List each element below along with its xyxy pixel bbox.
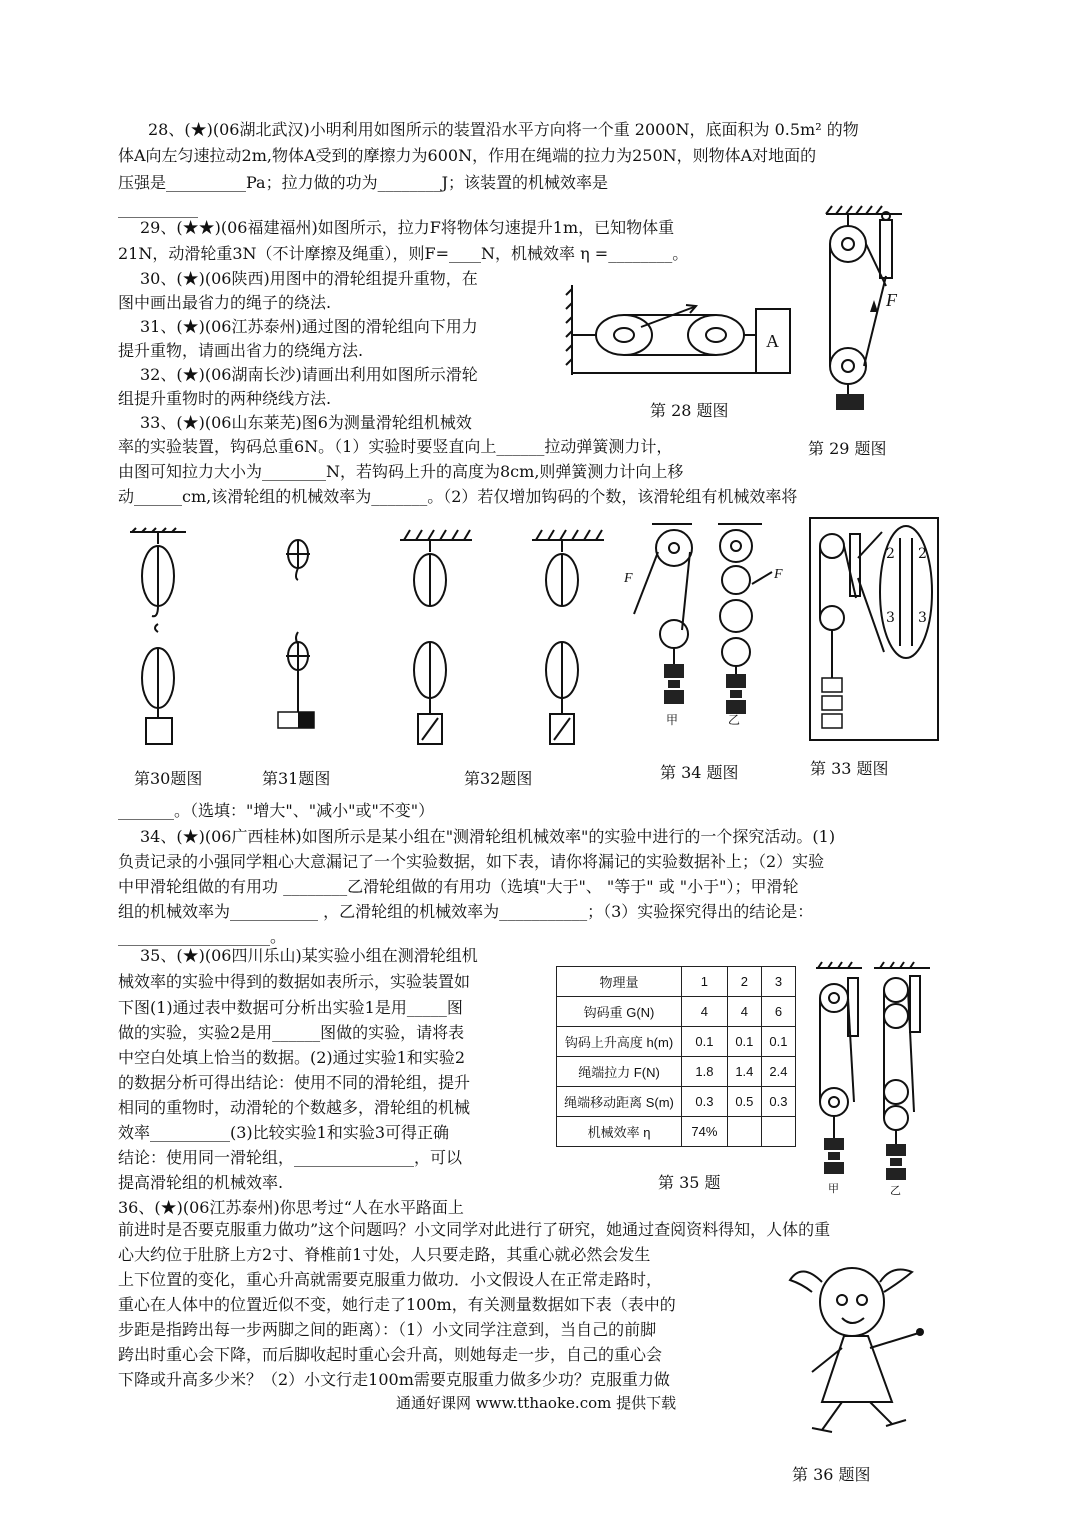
- girl-illustration: [782, 1252, 942, 1442]
- caption-fig29: 第 29 题图: [808, 439, 887, 458]
- q35-line7: 相同的重物时，动滑轮的个数越多，滑轮组的机械: [118, 1098, 471, 1117]
- q33-line4: 动______cm,该滑轮组的机械效率为_______。（2）若仅增加钩码的个数，该滑轮组有机械效率将: [118, 487, 798, 506]
- q36-line7: 跨出时重心会下降，而后脚收起时重心会升高，则她每走一步，自己的重心会: [118, 1345, 663, 1364]
- q35-line8: 效率__________(3)比较实验1和实验3可得正确: [118, 1123, 450, 1142]
- table-cell: 绳端移动距离 S(m): [557, 1087, 682, 1117]
- table-cell: 1.4: [727, 1057, 761, 1087]
- caption-fig30: 第30题图: [134, 769, 203, 788]
- q35-line5: 中空白处填上恰当的数据。(2)通过实验1和实验2: [118, 1048, 466, 1067]
- table-cell: 绳端拉力 F(N): [557, 1057, 682, 1087]
- q28-line4: __________: [118, 199, 198, 218]
- q33-line2: 率的实验装置，钩码总重6N。（1）实验时要竖直向上______拉动弹簧测力计，: [118, 437, 673, 456]
- table-cell: 1.8: [682, 1057, 728, 1087]
- table-cell: 钩码重 G(N): [557, 997, 682, 1027]
- table-cell: 0.3: [761, 1087, 795, 1117]
- q33-line5: _______。（选填："增大"、"减小"或"不变"）: [118, 801, 435, 820]
- label-3-left: 3: [886, 610, 895, 626]
- table-row: [557, 1087, 796, 1117]
- label-yi-34: 乙: [728, 713, 741, 727]
- caption-fig35: 第 35 题: [658, 1173, 721, 1192]
- q35-line9: 结论：使用同一滑轮组，_______________，可以: [118, 1148, 463, 1167]
- caption-fig34: 第 34 题图: [660, 763, 739, 782]
- q36-line5: 重心在人体中的位置近似不变，她行走了100m，有关测量数据如下表（表中的: [118, 1295, 676, 1314]
- fig35-diagram: [814, 962, 944, 1197]
- fig32a-diagram: [396, 528, 476, 748]
- label-3-right: 3: [918, 610, 927, 626]
- table-cell: 机械效率 η: [557, 1117, 682, 1147]
- q28-line1: 28、(★)(06湖北武汉)小明利用如图所示的装置沿水平方向将一个重 2000N，底面积为 0.5m² 的物: [148, 120, 859, 139]
- table-cell: [727, 1117, 761, 1147]
- table-cell: 0.5: [727, 1087, 761, 1117]
- q35-line3: 下图(1)通过表中数据可分析出实验1是用_____图: [118, 998, 463, 1017]
- q30-line1: 30、(★)(06陕西)用图中的滑轮组提升重物，在: [140, 269, 478, 288]
- q35-line2: 械效率的实验中得到的数据如表所示，实验装置如: [118, 972, 471, 991]
- q35-line4: 做的实验，实验2是用______图做的实验，请将表: [118, 1023, 465, 1042]
- q29-line1: 29、(★★)(06福建福州)如图所示，拉力F将物体匀速提升1m，已知物体重: [140, 218, 675, 237]
- table-cell: 3: [761, 967, 795, 997]
- q36-line1: 36、(★)(06江苏泰州)你思考过“人在水平路面上: [118, 1198, 464, 1217]
- fig33-diagram: [810, 518, 940, 743]
- q34-line3: 中甲滑轮组做的有用功 ________乙滑轮组做的有用功（选填"大于"、 "等于" 或 "小于"）；甲滑轮: [118, 877, 799, 896]
- table-row: [557, 1117, 796, 1147]
- fig32b-diagram: [528, 528, 608, 748]
- q35-line1: 35、(★)(06四川乐山)某实验小组在测滑轮组机: [140, 946, 478, 965]
- table-cell: 0.1: [761, 1027, 795, 1057]
- q36-line3: 心大约位于肚脐上方2寸、脊椎前1寸处，人只要走路，其重心就必然会发生: [118, 1245, 651, 1264]
- q32-line1: 32、(★)(06湖南长沙)请画出利用如图所示滑轮: [140, 365, 478, 384]
- fig29-diagram: [826, 206, 906, 411]
- q33-line3: 由图可知拉力大小为________N，若钩码上升的高度为8cm,则弹簧测力计向上移: [118, 462, 684, 481]
- table-cell: 0.3: [682, 1087, 728, 1117]
- caption-fig33: 第 33 题图: [810, 759, 889, 778]
- table-cell: 0.1: [727, 1027, 761, 1057]
- table-cell: 4: [682, 997, 728, 1027]
- table-cell: 0.1: [682, 1027, 728, 1057]
- q30-line2: 图中画出最省力的绳子的绕法.: [118, 293, 332, 312]
- q28-line2: 体A向左匀速拉动2m,物体A受到的摩擦力为600N，作用在绳端的拉力为250N，则物体A对地面的: [118, 146, 817, 165]
- label-a: A: [766, 331, 779, 351]
- table-row: [557, 1027, 796, 1057]
- q31-line1: 31、(★)(06江苏泰州)通过图的滑轮组向下用力: [140, 317, 478, 336]
- table-cell: 2.4: [761, 1057, 795, 1087]
- table-row: [557, 967, 796, 997]
- q35-line6: 的数据分析可得出结论：使用不同的滑轮组，提升: [118, 1073, 471, 1092]
- fig31-diagram: [268, 540, 328, 740]
- q34-line4: 组的机械效率为___________ ，乙滑轮组的机械效率为___________；（3）实验探究得出的结论是：: [118, 902, 814, 921]
- q36-line4: 上下位置的变化，重心升高就需要克服重力做功．小文假设人在正常走路时，: [118, 1270, 663, 1289]
- table-cell: 1: [682, 967, 728, 997]
- caption-fig31: 第31题图: [262, 769, 331, 788]
- table-cell: 物理量: [557, 967, 682, 997]
- table-cell: 4: [727, 997, 761, 1027]
- table-row: [557, 1057, 796, 1087]
- q33-line1: 33、(★)(06山东莱芜)图6为测量滑轮组机械效: [140, 413, 472, 432]
- fig30-diagram: [128, 528, 188, 748]
- q29-line2: 21N，动滑轮重3N（不计摩擦及绳重），则F=____N，机械效率 η =________。: [118, 244, 689, 263]
- footer-text: 通通好课网 www.tthaoke.com 提供下载: [396, 1394, 677, 1412]
- q34-line2: 负责记录的小强同学粗心大意漏记了一个实验数据，如下表，请你将漏记的实验数据补上；（2）实验: [118, 852, 825, 871]
- q31-line2: 提升重物，请画出省力的绕绳方法.: [118, 341, 364, 360]
- label-jia-34: 甲: [666, 713, 679, 727]
- table-row: [557, 997, 796, 1027]
- table-cell: [761, 1117, 795, 1147]
- fig34-diagram: [622, 524, 792, 734]
- table-cell: 6: [761, 997, 795, 1027]
- label-2-left: 2: [886, 546, 895, 562]
- q36-line2: 前进时是否要克服重力做功”这个问题吗？小文同学对此进行了研究，她通过查阅资料得知，人体的重: [118, 1220, 831, 1239]
- q32-line2: 组提升重物时的两种绕线方法.: [118, 389, 332, 408]
- label-f-34a: F: [624, 571, 633, 586]
- fig28-diagram: [566, 285, 798, 381]
- q36-line6: 步距是指跨出每一步两脚之间的距离）：（1）小文同学注意到，当自己的前脚: [118, 1320, 657, 1339]
- caption-fig28: 第 28 题图: [650, 401, 729, 420]
- table-cell: 2: [727, 967, 761, 997]
- q35-data-table: [556, 966, 796, 1147]
- q28-line3: 压强是__________Pa；拉力做的功为________J；该装置的机械效率是: [118, 173, 609, 192]
- q36-line8: 下降或升高多少米？（2）小文行走100m需要克服重力做多少功？克服重力做: [118, 1370, 670, 1389]
- label-f-29: F: [886, 290, 897, 310]
- label-f-34b: F: [774, 567, 783, 582]
- label-2-right: 2: [918, 546, 927, 562]
- caption-fig36: 第 36 题图: [792, 1465, 871, 1484]
- q34-line5: ___________________。: [118, 927, 287, 946]
- label-yi-35: 乙: [890, 1184, 901, 1197]
- label-jia-35: 甲: [828, 1182, 839, 1195]
- q34-line1: 34、(★)(06广西桂林)如图所示是某小组在"测滑轮组机械效率"的实验中进行的一个探究活动。(1): [140, 827, 836, 846]
- table-cell: 74%: [682, 1117, 728, 1147]
- q35-line10: 提高滑轮组的机械效率.: [118, 1173, 284, 1192]
- table-cell: 钩码上升高度 h(m): [557, 1027, 682, 1057]
- caption-fig32: 第32题图: [464, 769, 533, 788]
